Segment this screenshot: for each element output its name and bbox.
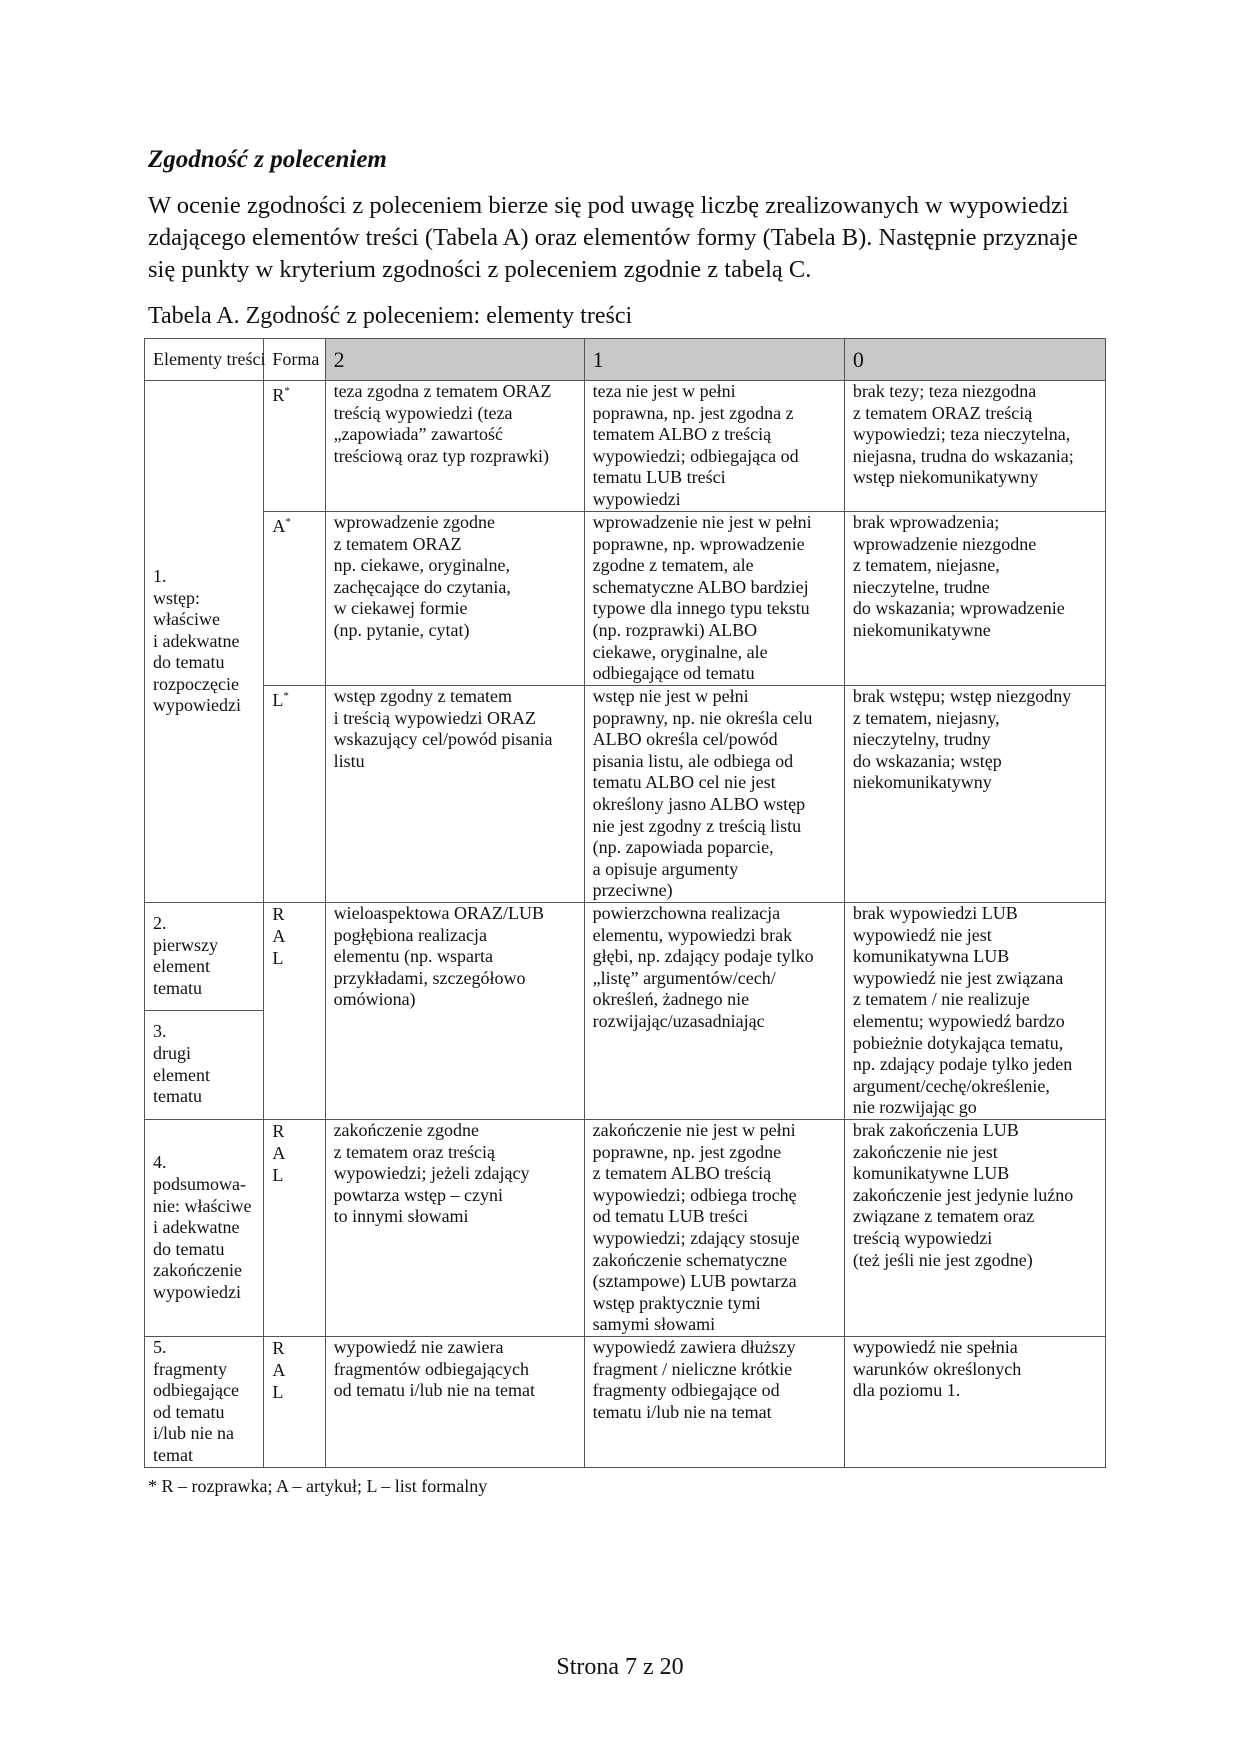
- score-0-cell: [844, 1119, 1105, 1336]
- cell-line: brak wypowiedzi LUB: [852, 903, 1018, 923]
- element-5-cell: [145, 1336, 264, 1467]
- cell-line: elementu, wypowiedzi brak: [592, 924, 793, 945]
- cell-line: niekomunikatywne: [852, 619, 991, 640]
- intro-paragraph: [148, 190, 1108, 286]
- cell-line: komunikatywne LUB: [852, 1163, 1010, 1184]
- element-line: 2.: [153, 913, 167, 933]
- cell-line: odbiegające od tematu: [592, 663, 755, 684]
- cell-line: tematu ALBO cel nie jest: [592, 772, 776, 793]
- element-line: 1.: [153, 565, 167, 586]
- element-line: i adekwatne: [153, 630, 240, 651]
- footnote-marker: *: [285, 516, 291, 528]
- cell-line: wypowiedzi; zdający stosuje: [592, 1227, 800, 1248]
- cell-line: dla poziomu 1.: [852, 1380, 961, 1401]
- cell-line: (np. zapowiada poparcie,: [592, 837, 774, 858]
- cell-line: związane z tematem oraz: [852, 1206, 1035, 1227]
- cell-line: z tematem / nie realizuje: [852, 989, 1030, 1010]
- score-0-cell: [844, 381, 1105, 512]
- form-label: A: [272, 1142, 286, 1163]
- cell-line: warunków określonych: [852, 1358, 1022, 1379]
- cell-line: np. ciekawe, oryginalne,: [333, 555, 510, 576]
- form-label: R: [272, 1120, 285, 1141]
- element-line: rozpoczęcie: [153, 673, 239, 694]
- cell-line: (też jeśli nie jest zgodne): [852, 1249, 1033, 1270]
- cell-line: wypowiedzi: [592, 488, 681, 509]
- score-1-cell: [584, 1336, 844, 1467]
- form-label: A: [272, 926, 286, 946]
- element-line: drugi: [153, 1043, 191, 1064]
- cell-line: np. zdający podaje tylko jeden: [852, 1054, 1073, 1075]
- form-ral-cell: [264, 903, 325, 1120]
- element-line: właściwe: [153, 609, 220, 630]
- cell-line: (sztampowe) LUB powtarza: [592, 1271, 797, 1292]
- cell-line: z tematem ORAZ: [333, 533, 462, 554]
- element-4-cell: [145, 1119, 264, 1336]
- cell-line: przeciwne): [592, 880, 673, 901]
- score-1-cell: [584, 903, 844, 1120]
- cell-line: treścią wypowiedzi: [852, 1227, 993, 1248]
- cell-line: elementu (np. wsparta: [333, 946, 494, 967]
- criteria-table: [144, 338, 1106, 1468]
- cell-line: wstęp nie jest w pełni: [592, 686, 749, 706]
- cell-line: fragmenty odbiegające od: [592, 1380, 780, 1401]
- cell-line: i treścią wypowiedzi ORAZ: [333, 707, 537, 728]
- cell-line: od tematu i/lub nie na temat: [333, 1380, 536, 1401]
- element-line: tematu: [153, 977, 202, 998]
- score-0-cell: [844, 512, 1105, 686]
- form-label: L: [272, 1164, 284, 1185]
- cell-line: zgodne z tematem, ale: [592, 555, 754, 576]
- element-line: pierwszy: [153, 934, 218, 955]
- score-2-cell: [325, 903, 584, 1120]
- element-line: wypowiedzi: [153, 1281, 241, 1302]
- cell-line: wstęp niekomunikatywny: [852, 467, 1039, 488]
- cell-line: pisania listu, ale odbiega od: [592, 750, 794, 771]
- cell-line: brak zakończenia LUB: [852, 1119, 1019, 1140]
- element-line: wstęp:: [153, 587, 200, 608]
- cell-line: określeń, żadnego nie: [592, 989, 750, 1010]
- cell-line: tematu LUB treści: [592, 467, 726, 488]
- cell-line: nie rozwijając go: [852, 1097, 977, 1118]
- table-header-row: [145, 339, 1106, 381]
- cell-line: nieczytelne, trudne: [852, 576, 990, 597]
- cell-line: zakończenie zgodne: [333, 1119, 479, 1140]
- element-line: 5.: [153, 1336, 167, 1357]
- cell-line: „listę” argumentów/cech/: [592, 967, 776, 988]
- cell-line: teza nie jest w pełni: [592, 381, 736, 401]
- cell-line: fragment / nieliczne krótkie: [592, 1358, 793, 1379]
- form-label: R: [272, 1337, 285, 1358]
- cell-line: nieczytelny, trudny: [852, 729, 991, 750]
- cell-line: pogłębiona realizacja: [333, 924, 487, 945]
- section-heading: Zgodność z poleceniem: [148, 146, 387, 173]
- cell-line: argument/cechę/określenie,: [852, 1075, 1050, 1096]
- table-row: [145, 512, 1106, 686]
- cell-line: treściową oraz typ rozprawki): [333, 445, 549, 466]
- element-line: wypowiedzi: [153, 695, 241, 716]
- element-line: i/lub nie na: [153, 1423, 234, 1444]
- form-r-cell: [264, 381, 325, 512]
- cell-line: komunikatywna LUB: [852, 946, 1010, 967]
- cell-line: wstęp zgodny z tematem: [333, 686, 513, 706]
- element-line: element: [153, 956, 210, 977]
- score-1-cell: [584, 1119, 844, 1336]
- cell-line: powierzchowna realizacja: [592, 903, 781, 923]
- form-label: L: [272, 1381, 284, 1402]
- cell-line: a opisuje argumenty: [592, 858, 739, 879]
- cell-line: zakończenie schematyczne: [592, 1249, 788, 1270]
- cell-line: do wskazania; wstęp: [852, 750, 1002, 771]
- form-ral-cell: [264, 1336, 325, 1467]
- cell-line: „zapowiada” zawartość: [333, 424, 503, 445]
- cell-line: samymi słowami: [592, 1314, 716, 1335]
- score-1-cell: [584, 381, 844, 512]
- intro-line: zdającego elementów treści (Tabela A) oraz elementów formy (Tabela B). Następnie przyznaje: [148, 224, 1078, 251]
- cell-line: z tematem, niejasne,: [852, 555, 1000, 576]
- cell-line: niejasna, trudna do wskazania;: [852, 445, 1074, 466]
- cell-line: brak tezy; teza niezgodna: [852, 381, 1037, 401]
- cell-line: głębi, np. zdający podaje tylko: [592, 946, 814, 967]
- element-line: do tematu: [153, 652, 225, 673]
- score-1-cell: [584, 512, 844, 686]
- cell-line: pobieżnie dotykająca tematu,: [852, 1032, 1064, 1053]
- cell-line: rozwijając/uzasadniając: [592, 1010, 765, 1031]
- cell-line: fragmentów odbiegających: [333, 1358, 529, 1379]
- element-line: i adekwatne: [153, 1217, 240, 1238]
- header-score-1: 1: [584, 339, 844, 381]
- score-2-cell: [325, 1119, 584, 1336]
- table-caption: Tabela A. Zgodność z poleceniem: elementy treści: [148, 303, 633, 329]
- cell-line: poprawny, np. nie określa celu: [592, 707, 813, 728]
- header-form: Forma: [264, 339, 325, 381]
- cell-line: omówiona): [333, 989, 416, 1010]
- form-label: L: [272, 690, 284, 710]
- cell-line: zakończenie nie jest: [852, 1141, 998, 1162]
- header-score-2: 2: [325, 339, 584, 381]
- element-line: nie: właściwe: [153, 1195, 252, 1216]
- cell-line: zakończenie jest jedynie luźno: [852, 1184, 1074, 1205]
- element-3-cell: [145, 1011, 264, 1119]
- header-elements: Elementy treści: [145, 339, 264, 381]
- cell-line: poprawna, np. jest zgodna z: [592, 402, 794, 423]
- score-2-cell: [325, 686, 584, 903]
- score-2-cell: [325, 1336, 584, 1467]
- form-ral-cell: [264, 1119, 325, 1336]
- cell-line: (np. pytanie, cytat): [333, 619, 470, 640]
- cell-line: wypowiedzi; odbiegająca od: [592, 445, 799, 466]
- cell-line: z tematem ALBO treścią: [592, 1163, 772, 1184]
- footnote-marker: *: [283, 690, 289, 702]
- score-2-cell: [325, 512, 584, 686]
- element-line: odbiegające: [153, 1380, 239, 1401]
- cell-line: (np. rozprawki) ALBO: [592, 619, 758, 640]
- form-a-cell: [264, 512, 325, 686]
- cell-line: z tematem ORAZ treścią: [852, 402, 1033, 423]
- element-line: tematu: [153, 1086, 202, 1107]
- score-2-cell: [325, 381, 584, 512]
- cell-line: wypowiedź nie jest: [852, 924, 992, 945]
- cell-line: brak wstępu; wstęp niezgodny: [852, 686, 1072, 706]
- form-label: L: [272, 948, 284, 968]
- table-row: [145, 686, 1106, 903]
- element-line: od tematu: [153, 1401, 225, 1422]
- cell-line: tematem ALBO z treścią: [592, 424, 772, 445]
- cell-line: poprawne, np. jest zgodne: [592, 1141, 782, 1162]
- cell-line: wprowadzenie zgodne: [333, 512, 495, 532]
- score-1-cell: [584, 686, 844, 903]
- cell-line: listu: [333, 750, 365, 771]
- element-line: podsumowa-: [153, 1173, 246, 1194]
- table-footnote: * R – rozprawka; A – artykuł; L – list formalny: [148, 1476, 488, 1496]
- table-row: [145, 381, 1106, 512]
- element-2-cell: [145, 903, 264, 1011]
- cell-line: nie jest zgodny z treścią listu: [592, 815, 802, 836]
- form-label: A: [272, 1359, 286, 1380]
- form-label: A: [272, 516, 286, 536]
- form-label: R: [272, 904, 285, 924]
- score-0-cell: [844, 1336, 1105, 1467]
- score-0-cell: [844, 903, 1105, 1120]
- cell-line: schematyczne ALBO bardziej: [592, 576, 809, 597]
- element-line: 4.: [153, 1152, 167, 1173]
- element-1-cell: [145, 381, 264, 903]
- cell-line: zachęcające do czytania,: [333, 576, 511, 597]
- cell-line: powtarza wstęp – czyni: [333, 1184, 503, 1205]
- cell-line: wypowiedzi; jeżeli zdający: [333, 1163, 530, 1184]
- footnote-marker: *: [284, 385, 290, 397]
- cell-line: wprowadzenie niezgodne: [852, 533, 1037, 554]
- score-0-cell: [844, 686, 1105, 903]
- cell-line: wprowadzenie nie jest w pełni: [592, 512, 812, 532]
- cell-line: to innymi słowami: [333, 1206, 469, 1227]
- cell-line: niekomunikatywny: [852, 772, 992, 793]
- intro-line: W ocenie zgodności z poleceniem bierze się pod uwagę liczbę zrealizowanych w wypowiedzi: [148, 192, 1069, 219]
- form-l-cell: [264, 686, 325, 903]
- cell-line: brak wprowadzenia;: [852, 512, 1000, 532]
- cell-line: wypowiedź nie zawiera: [333, 1336, 504, 1357]
- cell-line: wypowiedzi; odbiega trochę: [592, 1184, 797, 1205]
- cell-line: teza zgodna z tematem ORAZ: [333, 381, 552, 401]
- cell-line: wskazujący cel/powód pisania: [333, 729, 553, 750]
- cell-line: typowe dla innego typu tekstu: [592, 598, 810, 619]
- cell-line: od tematu LUB treści: [592, 1206, 749, 1227]
- cell-line: wypowiedź zawiera dłuższy: [592, 1336, 796, 1357]
- page-number: Strona 7 z 20: [556, 1654, 684, 1680]
- cell-line: elementu; wypowiedź bardzo: [852, 1010, 1065, 1031]
- element-line: temat: [153, 1444, 193, 1465]
- cell-line: ALBO określa cel/powód: [592, 729, 778, 750]
- header-score-0: 0: [844, 339, 1105, 381]
- cell-line: wypowiedź nie jest związana: [852, 967, 1064, 988]
- cell-line: określony jasno ALBO wstęp: [592, 793, 806, 814]
- cell-line: ciekawe, oryginalne, ale: [592, 641, 768, 662]
- form-label: R: [272, 385, 285, 405]
- cell-line: zakończenie nie jest w pełni: [592, 1119, 796, 1140]
- table-row: [145, 1119, 1106, 1336]
- cell-line: przykładami, szczegółowo: [333, 967, 526, 988]
- element-line: 3.: [153, 1021, 167, 1042]
- cell-line: wypowiedzi; teza nieczytelna,: [852, 424, 1071, 445]
- cell-line: wieloaspektowa ORAZ/LUB: [333, 903, 545, 923]
- element-line: do tematu: [153, 1238, 225, 1259]
- cell-line: wypowiedź nie spełnia: [852, 1336, 1018, 1357]
- element-line: zakończenie: [153, 1260, 242, 1281]
- cell-line: z tematem oraz treścią: [333, 1141, 495, 1162]
- element-line: fragmenty: [153, 1358, 227, 1379]
- intro-line: się punkty w kryterium zgodności z poleceniem zgodnie z tabelą C.: [148, 256, 812, 283]
- cell-line: tematu i/lub nie na temat: [592, 1401, 772, 1422]
- table-row: [145, 903, 1106, 1011]
- cell-line: poprawne, np. wprowadzenie: [592, 533, 805, 554]
- cell-line: treścią wypowiedzi (teza: [333, 402, 513, 423]
- cell-line: w ciekawej formie: [333, 598, 468, 619]
- element-line: element: [153, 1064, 210, 1085]
- cell-line: z tematem, niejasny,: [852, 707, 1000, 728]
- table-row: [145, 1336, 1106, 1467]
- cell-line: do wskazania; wprowadzenie: [852, 598, 1065, 619]
- cell-line: wstęp praktycznie tymi: [592, 1292, 761, 1313]
